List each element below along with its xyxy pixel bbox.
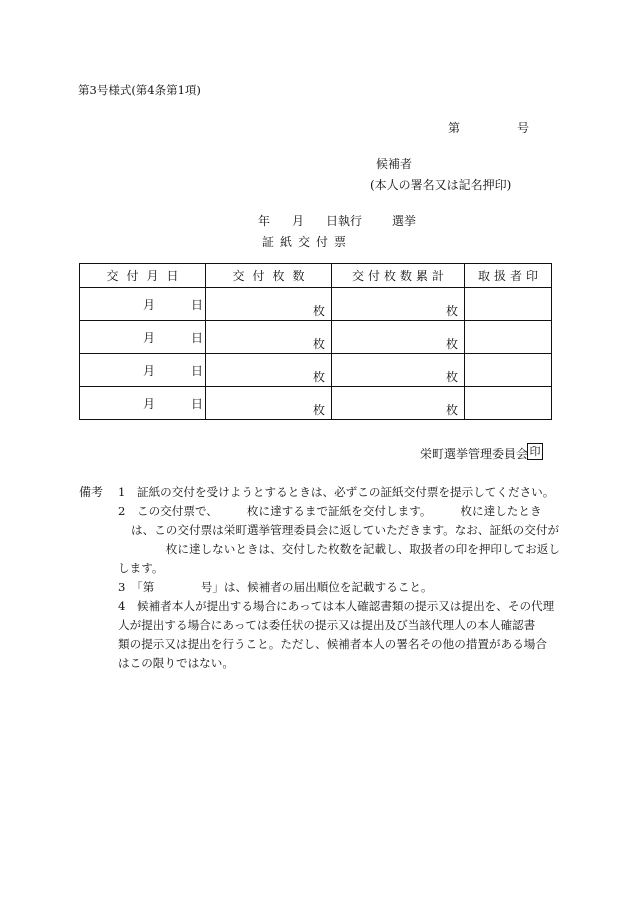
total-cell[interactable] — [332, 354, 465, 387]
note-4-line-4: はこの限りではない。 — [118, 656, 234, 670]
seal-cell[interactable] — [465, 288, 552, 321]
day-unit: 日 — [191, 331, 204, 345]
table-row — [80, 288, 552, 321]
table-header-row — [80, 264, 552, 288]
sheet-unit: 枚 — [445, 370, 458, 384]
document-title: 証紙交付票 — [262, 235, 353, 249]
note-3: 3 「第 号」は、候補者の届出順位を記載すること。 — [118, 580, 433, 594]
candidate-label: 候補者 — [376, 157, 413, 171]
total-cell[interactable] — [332, 288, 465, 321]
seal-cell[interactable] — [465, 321, 552, 354]
header-issue-date: 交付月日 — [80, 264, 206, 288]
day-exec-label: 日執行 — [326, 214, 363, 228]
sheet-unit: 枚 — [312, 304, 325, 318]
election-date-line — [258, 212, 416, 229]
note-2-line-3: 枚に達しないときは、交付した枚数を記載し、取扱者の印を押印してお返し — [131, 542, 560, 556]
total-cell[interactable] — [332, 321, 465, 354]
issuance-table — [79, 263, 552, 420]
note-2-line-2: は、この交付票は栄町選挙管理委員会に返していただきます。なお、証紙の交付が — [131, 523, 560, 537]
day-unit: 日 — [191, 397, 204, 411]
sheet-unit: 枚 — [445, 337, 458, 351]
date-cell[interactable] — [80, 321, 206, 354]
note-1: 1 証紙の交付を受けようとするときは、必ずこの証紙交付票を提示してください。 — [118, 485, 555, 499]
candidate-signature-note: (本人の署名又は記名押印) — [370, 178, 512, 192]
election-label: 選挙 — [392, 214, 417, 228]
header-issue-count: 交付枚数 — [206, 264, 332, 288]
sheet-unit: 枚 — [445, 403, 458, 417]
count-cell[interactable] — [206, 387, 332, 420]
sheet-unit: 枚 — [312, 337, 325, 351]
sheet-unit: 枚 — [445, 304, 458, 318]
year-label: 年 — [258, 214, 271, 228]
seal-cell[interactable] — [465, 387, 552, 420]
month-label: 月 — [292, 214, 305, 228]
day-unit: 日 — [191, 364, 204, 378]
note-2-line-1: 2 この交付票で、 枚に達するまで証紙を交付します。 枚に達したとき — [118, 504, 542, 518]
note-2-line-4: します。 — [118, 561, 164, 575]
total-cell[interactable] — [332, 387, 465, 420]
table-row — [80, 387, 552, 420]
form-number-label: 第3号様式(第4条第1項) — [78, 83, 201, 97]
day-unit: 日 — [191, 298, 204, 312]
note-4-line-3: 類の提示又は提出を行うこと。ただし、候補者本人の署名その他の措置がある場合 — [118, 637, 547, 651]
header-cumulative-count: 交付枚数累計 — [332, 264, 465, 288]
sheet-unit: 枚 — [312, 403, 325, 417]
month-unit: 月 — [143, 364, 156, 378]
notes-heading: 備考 — [79, 485, 104, 499]
note-4-line-1: 4 候補者本人が提出する場合にあっては本人確認書類の提示又は提出を、その代理 — [118, 599, 555, 613]
date-cell[interactable] — [80, 387, 206, 420]
table-row — [80, 321, 552, 354]
count-cell[interactable] — [206, 321, 332, 354]
month-unit: 月 — [143, 298, 156, 312]
date-cell[interactable] — [80, 288, 206, 321]
date-cell[interactable] — [80, 354, 206, 387]
month-unit: 月 — [143, 331, 156, 345]
committee-name: 栄町選挙管理委員会 — [420, 447, 529, 461]
header-handler-seal: 取扱者印 — [465, 264, 552, 288]
count-cell[interactable] — [206, 288, 332, 321]
number-suffix: 号 — [517, 121, 530, 135]
count-cell[interactable] — [206, 354, 332, 387]
seal-cell[interactable] — [465, 354, 552, 387]
month-unit: 月 — [143, 397, 156, 411]
sheet-unit: 枚 — [312, 370, 325, 384]
seal-mark: 印 — [527, 443, 543, 460]
number-prefix: 第 — [448, 121, 461, 135]
note-4-line-2: 人が提出する場合にあっては委任状の提示又は提出及び当該代理人の本人確認書 — [118, 618, 536, 632]
table-row — [80, 354, 552, 387]
